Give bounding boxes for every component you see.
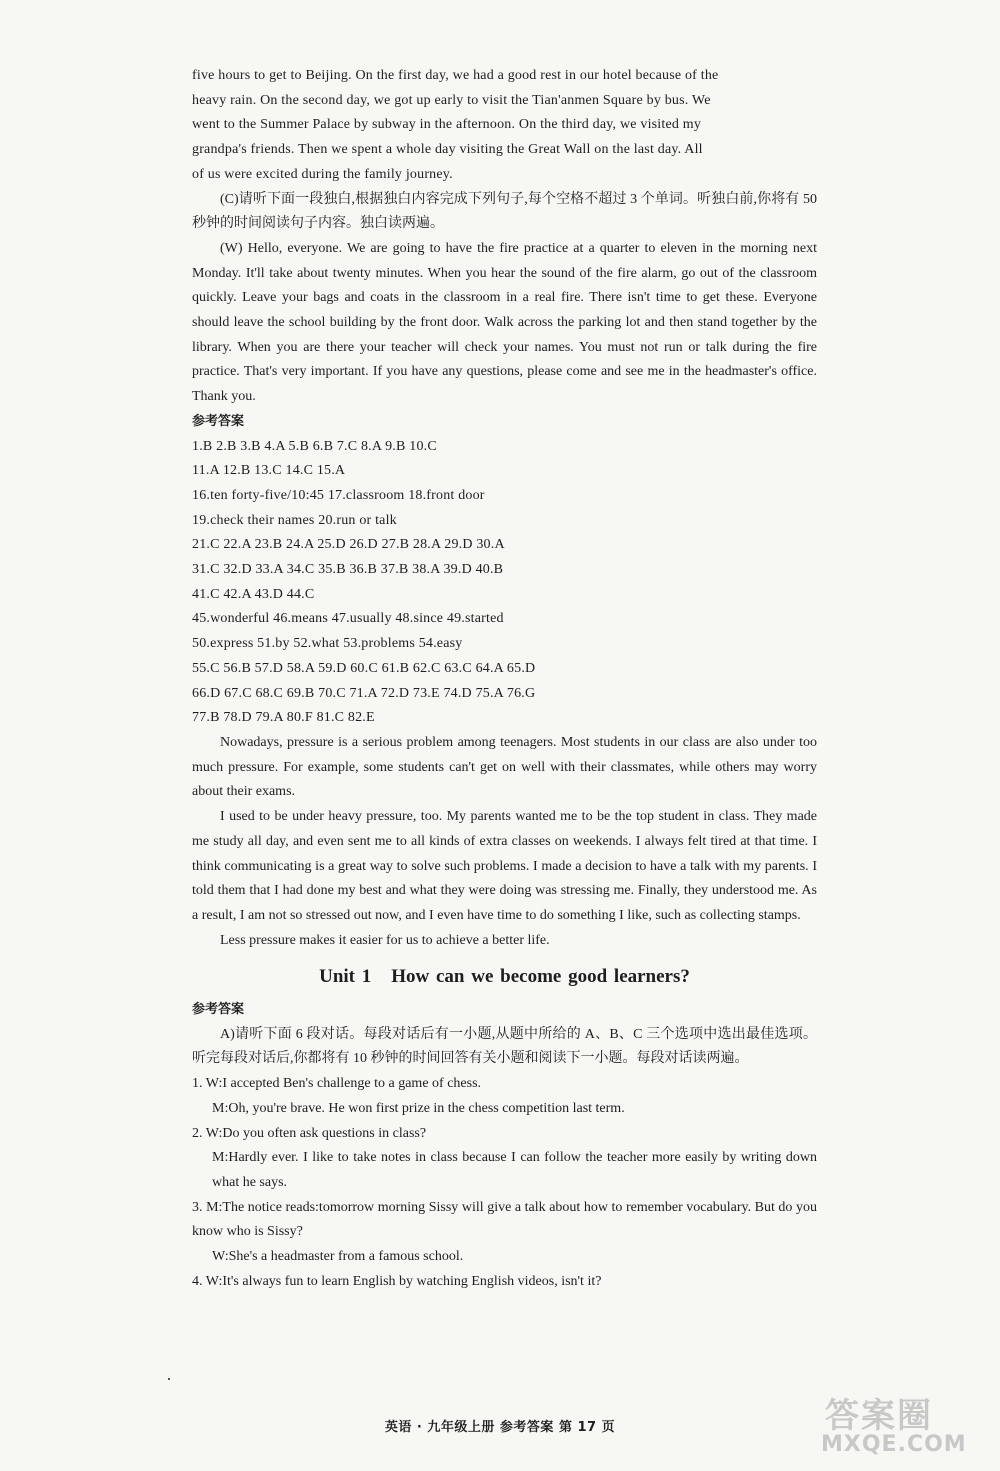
- passage-line: grandpa's friends. Then we spent a whole day visiting the Great Wall on the last day. All: [192, 142, 703, 158]
- answer-line: 11.A 12.B 13.C 14.C 15.A: [192, 463, 346, 479]
- watermark-url: MXQE.COM: [821, 1432, 967, 1457]
- section-a-instruction: A)请听下面 6 段对话。每段对话后有一小题,从题中所给的 A、B、C 三个选项中选出最佳选项。听完每段对话后,你都将有 10 秒钟的时间回答有关小题和阅读下一小题。每段对话读两遍。: [192, 1026, 817, 1067]
- passage-line: heavy rain. On the second day, we got up early to visit the Tian'anmen Square by bus. We: [192, 92, 711, 108]
- passage-end: [192, 64, 817, 188]
- dialogue-line: W:She's a headmaster from a famous school.: [212, 1249, 464, 1265]
- answer-list: [192, 435, 817, 731]
- answer-line: 31.C 32.D 33.A 34.C 35.B 36.B 37.B 38.A 39.D 40.B: [192, 562, 504, 578]
- dialogue-list: [192, 1072, 817, 1294]
- scan-dot: [168, 1378, 170, 1380]
- answer-key-page: [192, 64, 817, 1294]
- answer-line: 77.B 78.D 79.A 80.F 81.C 82.E: [192, 710, 375, 726]
- answer-line: 16.ten forty-five/10:45 17.classroom 18.front door: [192, 487, 485, 503]
- section-c-monologue: (W) Hello, everyone. We are going to have the fire practice at a quarter to eleven in the morning next Monday. It'll take about twenty minutes. When you hear the sound of the fire alarm, go out of the classroom quickly. Leave your bags and coats in the classroom in a real fire. There isn't time to get these. Everyone should leave the school building by the front door. Walk across the parking lot and then stand together by the library. When you are there your teacher will check your names. You must not run or talk during the fire practice. That's very important. If you have any questions, please come and see me in the headmaster's office. Thank you.: [192, 240, 817, 405]
- answers-heading: 参考答案: [192, 413, 245, 429]
- essay-paragraph: Nowadays, pressure is a serious problem among teenagers. Most students in our class are also under too much pressure. For example, some students can't get on well with their classmates, while others may worry about their exams.: [192, 734, 817, 800]
- unit-answers-heading: 参考答案: [192, 1002, 245, 1018]
- dialogue-line: 1. W:I accepted Ben's challenge to a game of chess.: [192, 1076, 482, 1092]
- answer-line: 21.C 22.A 23.B 24.A 25.D 26.D 27.B 28.A 29.D 30.A: [192, 537, 505, 553]
- passage-line: of us were excited during the family journey.: [192, 166, 453, 182]
- unit-name: How can we become good learners?: [391, 966, 690, 988]
- dialogue-line: M:Oh, you're brave. He won first prize in the chess competition last term.: [212, 1100, 625, 1116]
- page-footer: 英语 · 九年级上册 参考答案 第 17 页: [384, 1420, 616, 1435]
- answer-line: 41.C 42.A 43.D 44.C: [192, 586, 315, 602]
- dialogue-line: 4. W:It's always fun to learn English by watching English videos, isn't it?: [192, 1273, 602, 1289]
- essay: [192, 731, 817, 953]
- essay-paragraph: I used to be under heavy pressure, too. My parents wanted me to be the top student in class. They made me study all day, and even sent me to all kinds of extra classes on weekends. I always felt tired at that time. I think communicating is a great way to solve such problems. I made a decision to have a talk with my parents. I told them that I had done my best and what they were doing was stressing me. Finally, they understood me. As a result, I am not so stressed out now, and I even have time to do something I like, such as collecting stamps.: [192, 809, 817, 923]
- section-c-instruction: (C)请听下面一段独白,根据独白内容完成下列句子,每个空格不超过 3 个单词。听独白前,你将有 50 秒钟的时间阅读句子内容。独白读两遍。: [192, 191, 817, 232]
- watermark: [815, 1388, 985, 1468]
- answer-line: 50.express 51.by 52.what 53.problems 54.easy: [192, 636, 463, 652]
- passage-line: five hours to get to Beijing. On the first day, we had a good rest in our hotel because of the: [192, 68, 719, 83]
- dialogue-line: M:Hardly ever. I like to take notes in class because I can follow the teacher more easily by writing down what he says.: [212, 1150, 817, 1190]
- essay-paragraph: Less pressure makes it easier for us to achieve a better life.: [220, 932, 550, 948]
- unit-title: [192, 965, 817, 990]
- unit-label: Unit 1: [319, 966, 372, 988]
- watermark-logo: 答案圈: [825, 1396, 933, 1436]
- answer-line: 1.B 2.B 3.B 4.A 5.B 6.B 7.C 8.A 9.B 10.C: [192, 438, 437, 454]
- answer-line: 55.C 56.B 57.D 58.A 59.D 60.C 61.B 62.C 63.C 64.A 65.D: [192, 660, 536, 676]
- answer-line: 66.D 67.C 68.C 69.B 70.C 71.A 72.D 73.E 74.D 75.A 76.G: [192, 685, 536, 701]
- dialogue-line: 3. M:The notice reads:tomorrow morning Sissy will give a talk about how to remember vocabulary. But do you know who is Sissy?: [192, 1199, 817, 1240]
- dialogue-line: 2. W:Do you often ask questions in class?: [192, 1125, 427, 1141]
- answer-line: 19.check their names 20.run or talk: [192, 512, 397, 528]
- answer-line: 45.wonderful 46.means 47.usually 48.since 49.started: [192, 611, 504, 627]
- passage-line: went to the Summer Palace by subway in the afternoon. On the third day, we visited my: [192, 117, 702, 133]
